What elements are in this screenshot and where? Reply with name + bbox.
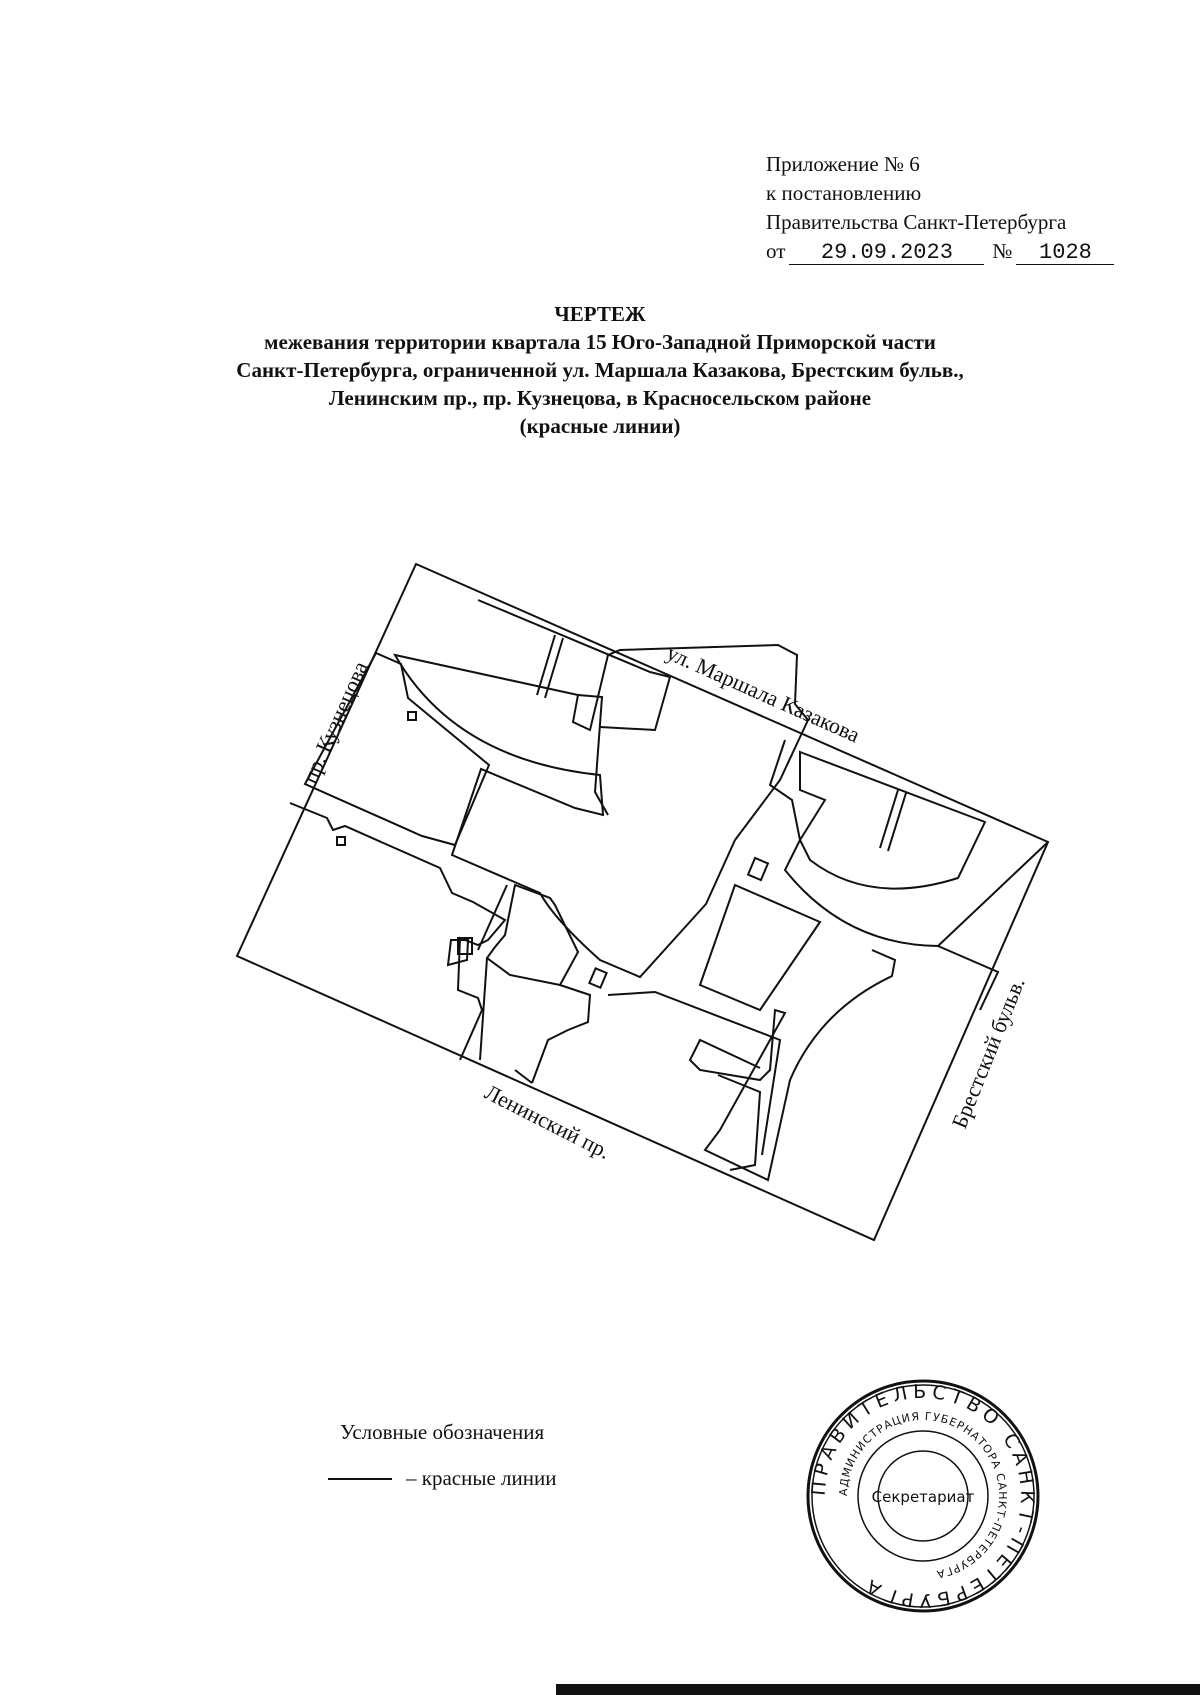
- legend-red-lines-label: – красные линии: [406, 1466, 557, 1490]
- cw-small-rect: [589, 968, 606, 987]
- bottom-bar: [556, 1684, 1200, 1695]
- red-line-north-notch: [578, 695, 608, 815]
- red-line-north-edge: [478, 600, 670, 730]
- annex-line-3: Правительства Санкт-Петербурга: [766, 210, 1067, 234]
- title-line-2: межевания территории квартала 15 Юго-Западной Приморской части: [264, 330, 936, 354]
- street-label-south: Ленинский пр.: [480, 1079, 615, 1164]
- red-line-spur-4: [888, 793, 906, 851]
- date-value: 29.09.2023: [789, 242, 984, 265]
- red-line-sc-block-2: [608, 992, 780, 1155]
- legend-title: Условные обозначения: [340, 1420, 545, 1444]
- official-seal: [805, 1378, 1041, 1614]
- red-line-se-block: [690, 950, 895, 1180]
- street-label-north: ул. Маршала Казакова: [662, 639, 864, 748]
- street-label-west: пр. Кузнецова: [296, 657, 373, 788]
- seal-center-text: Секретариат: [871, 1488, 975, 1506]
- legend-red-lines: [328, 1466, 556, 1491]
- red-line-spur-1: [537, 635, 555, 695]
- seal-inner-text: АДМИНИСТРАЦИЯ ГУБЕРНАТОРА САНКТ-ПЕТЕРБУРГА: [836, 1409, 1010, 1581]
- street-label-east: Брестский бульв.: [946, 973, 1030, 1132]
- red-line-spur-3: [880, 790, 898, 848]
- title-line-4: Ленинским пр., пр. Кузнецова, в Красносельском районе: [328, 386, 872, 410]
- number-value: 1028: [1016, 242, 1114, 265]
- west-small-rect: [337, 837, 345, 845]
- date-prefix: от: [766, 239, 786, 263]
- title-line-1: ЧЕРТЕЖ: [554, 302, 646, 326]
- nw-small-rect: [408, 712, 416, 720]
- number-prefix: №: [992, 239, 1013, 263]
- seal-outer-text: ПРАВИТЕЛЬСТВО САНКТ-ПЕТЕРБУРГА: [807, 1380, 1039, 1612]
- title-line-5: (красные линии): [519, 414, 681, 438]
- centre-small-rect: [748, 858, 768, 880]
- red-line-spur-5: [478, 885, 507, 950]
- annex-line-1: Приложение № 6: [766, 152, 920, 176]
- red-line-ne-block: [800, 752, 985, 889]
- red-line-swatch: [328, 1478, 392, 1480]
- red-line-ne-inner: [770, 740, 1048, 946]
- annex-line-2: к постановлению: [766, 181, 922, 205]
- red-line-sc-block: [532, 985, 590, 1083]
- title-line-3: Санкт-Петербурга, ограниченной ул. Маршала Казакова, Брестским бульв.,: [236, 358, 964, 382]
- red-line-w-block: [290, 803, 505, 1060]
- red-line-centre-block: [700, 885, 820, 1010]
